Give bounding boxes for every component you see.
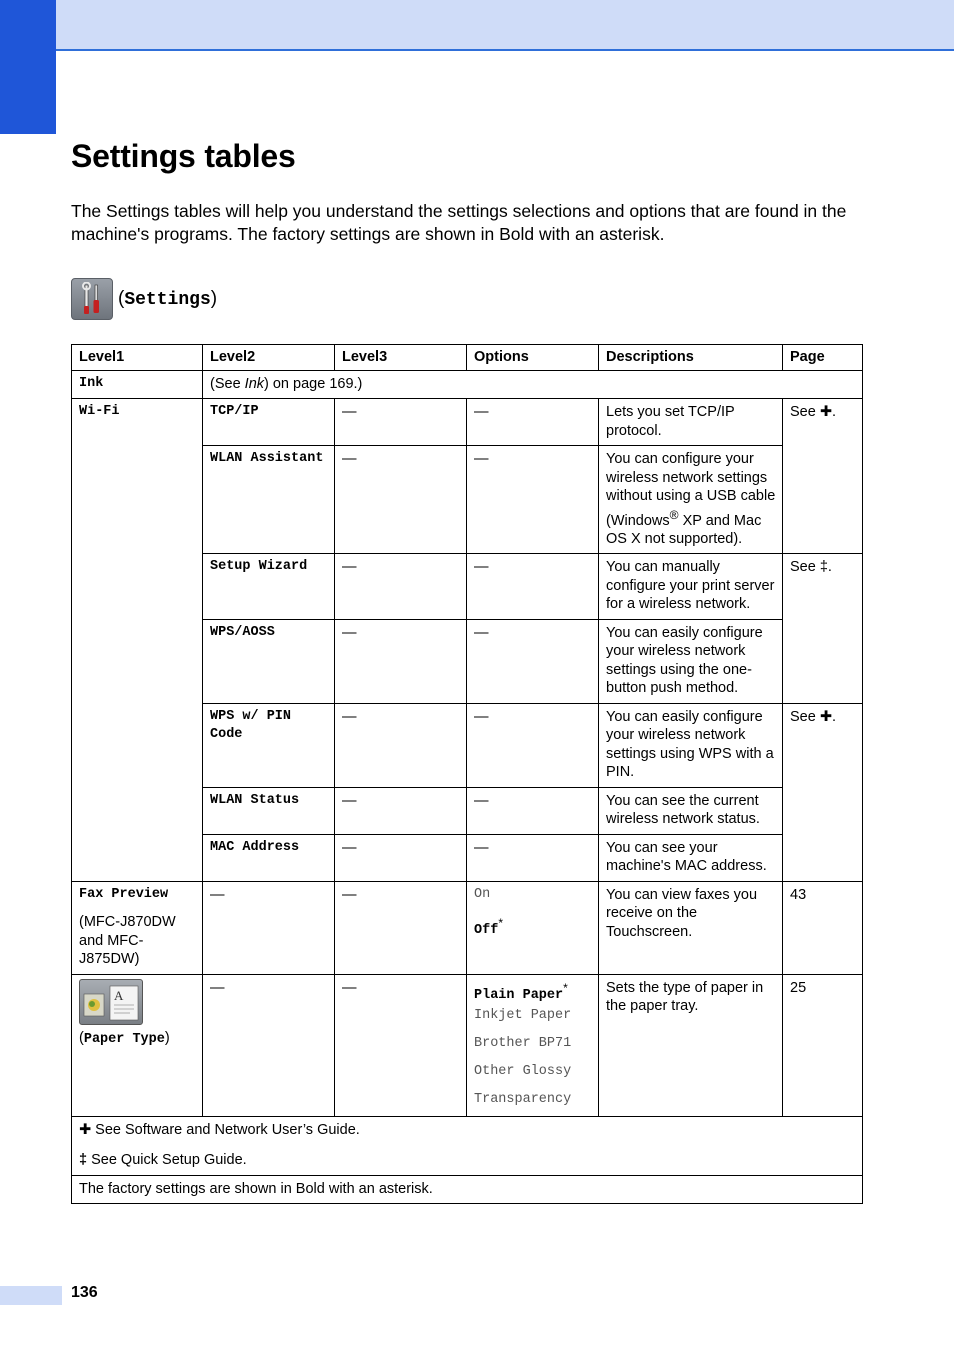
page-cell: See ‡.: [783, 554, 863, 704]
fax-preview-level1: [72, 881, 203, 974]
page-title: Settings tables: [71, 138, 296, 174]
level2-cell: TCP/IP: [203, 399, 335, 446]
level3-cell: —: [335, 554, 467, 620]
options-cell: —: [467, 834, 599, 881]
option-item: Other Glossy: [474, 1063, 572, 1079]
page-cell: 25: [783, 974, 863, 1116]
header-descriptions: Descriptions: [599, 345, 783, 371]
description-cell: You can configure your wireless network settings without using a USB cable (Windows® XP and Mac OS X not supported).: [599, 446, 783, 554]
level3-cell: —: [335, 446, 467, 554]
chapter-tab: [0, 0, 56, 134]
level2-cell: MAC Address: [203, 834, 335, 881]
fax-preview-models: (MFC-J870DW and MFC-J875DW): [79, 914, 176, 968]
option-plain-paper-default: Plain Paper*: [474, 980, 568, 1003]
paper-type-options: [467, 974, 599, 1116]
header-level2: Level2: [203, 345, 335, 371]
description-cell: You can see your machine's MAC address.: [599, 834, 783, 881]
level3-cell: —: [335, 834, 467, 881]
section-title: (Settings): [118, 288, 218, 310]
option-item: Inkjet Paper: [474, 1007, 572, 1023]
fax-preview-options: [467, 881, 599, 974]
level3-cell: —: [335, 881, 467, 974]
level2-cell: WLAN Status: [203, 787, 335, 834]
header-level3: Level3: [335, 345, 467, 371]
paper-type-level1: [72, 974, 203, 1116]
level3-cell: —: [335, 619, 467, 703]
options-cell: —: [467, 619, 599, 703]
wifi-level1: Wi-Fi: [72, 399, 203, 882]
settings-table: [71, 344, 863, 1204]
option-item: Transparency: [474, 1091, 572, 1107]
dagger-icon: ‡: [79, 1152, 88, 1169]
table-row-fax-preview: [72, 881, 863, 974]
level2-cell: WLAN Assistant: [203, 446, 335, 554]
options-cell: —: [467, 703, 599, 787]
table-row-footnotes: [72, 1116, 863, 1175]
header-page: Page: [783, 345, 863, 371]
options-cell: —: [467, 399, 599, 446]
footnote-plus: ✚ See Software and Network User’s Guide.: [79, 1121, 360, 1138]
level3-cell: —: [335, 974, 467, 1116]
header-band: [0, 0, 954, 51]
page-cell: See ✚.: [783, 399, 863, 554]
description-cell: You can see the current wireless network status.: [599, 787, 783, 834]
option-on: On: [474, 886, 491, 902]
page-number-bar: [0, 1286, 62, 1305]
header-options: Options: [467, 345, 599, 371]
table-row-factory-note: [72, 1175, 863, 1204]
factory-note-cell: The factory settings are shown in Bold with an asterisk.: [72, 1175, 863, 1204]
svg-text:A: A: [114, 987, 124, 1003]
footnote-dagger: ‡ See Quick Setup Guide.: [79, 1152, 247, 1169]
description-cell: You can view faxes you receive on the Touchscreen.: [599, 881, 783, 974]
header-level1: Level1: [72, 345, 203, 371]
option-item: Brother BP71: [474, 1035, 572, 1051]
description-cell: You can manually configure your print server for a wireless network.: [599, 554, 783, 620]
settings-tools-icon: [71, 278, 113, 320]
plus-icon: ✚: [79, 1121, 92, 1138]
fax-preview-label: Fax Preview: [79, 886, 169, 902]
description-cell: You can easily configure your wireless network settings using the one-button push method.: [599, 619, 783, 703]
options-cell: —: [467, 787, 599, 834]
section-heading: [71, 278, 217, 320]
table-row-paper-type: [72, 974, 863, 1116]
level3-cell: —: [335, 399, 467, 446]
page-cell: 43: [783, 881, 863, 974]
description-cell: You can easily configure your wireless network settings using WPS with a PIN.: [599, 703, 783, 787]
page-cell: See ✚.: [783, 703, 863, 881]
page-number: 136: [71, 1284, 98, 1301]
footnotes-cell: [72, 1116, 863, 1175]
table-row: [72, 399, 863, 446]
level2-cell: —: [203, 881, 335, 974]
paper-type-label: (Paper Type): [79, 1029, 170, 1047]
option-off-default: Off*: [474, 915, 504, 938]
paper-type-icon: [79, 979, 143, 1025]
level2-cell: —: [203, 974, 335, 1116]
options-cell: —: [467, 446, 599, 554]
table-header-row: [72, 345, 863, 371]
intro-paragraph: The Settings tables will help you understand the settings selections and options that are found in the machine's programs. The factory settings are shown in Bold with an asterisk.: [71, 201, 847, 244]
ink-description: (See Ink) on page 169.): [203, 370, 863, 399]
ink-level1: Ink: [72, 370, 203, 399]
options-cell: —: [467, 554, 599, 620]
description-cell: Sets the type of paper in the paper tray.: [599, 974, 783, 1116]
level2-cell: WPS/AOSS: [203, 619, 335, 703]
table-row-ink: [72, 370, 863, 399]
level2-cell: Setup Wizard: [203, 554, 335, 620]
level2-cell: WPS w/ PIN Code: [203, 703, 335, 787]
description-cell: Lets you set TCP/IP protocol.: [599, 399, 783, 446]
level3-cell: —: [335, 787, 467, 834]
level3-cell: —: [335, 703, 467, 787]
